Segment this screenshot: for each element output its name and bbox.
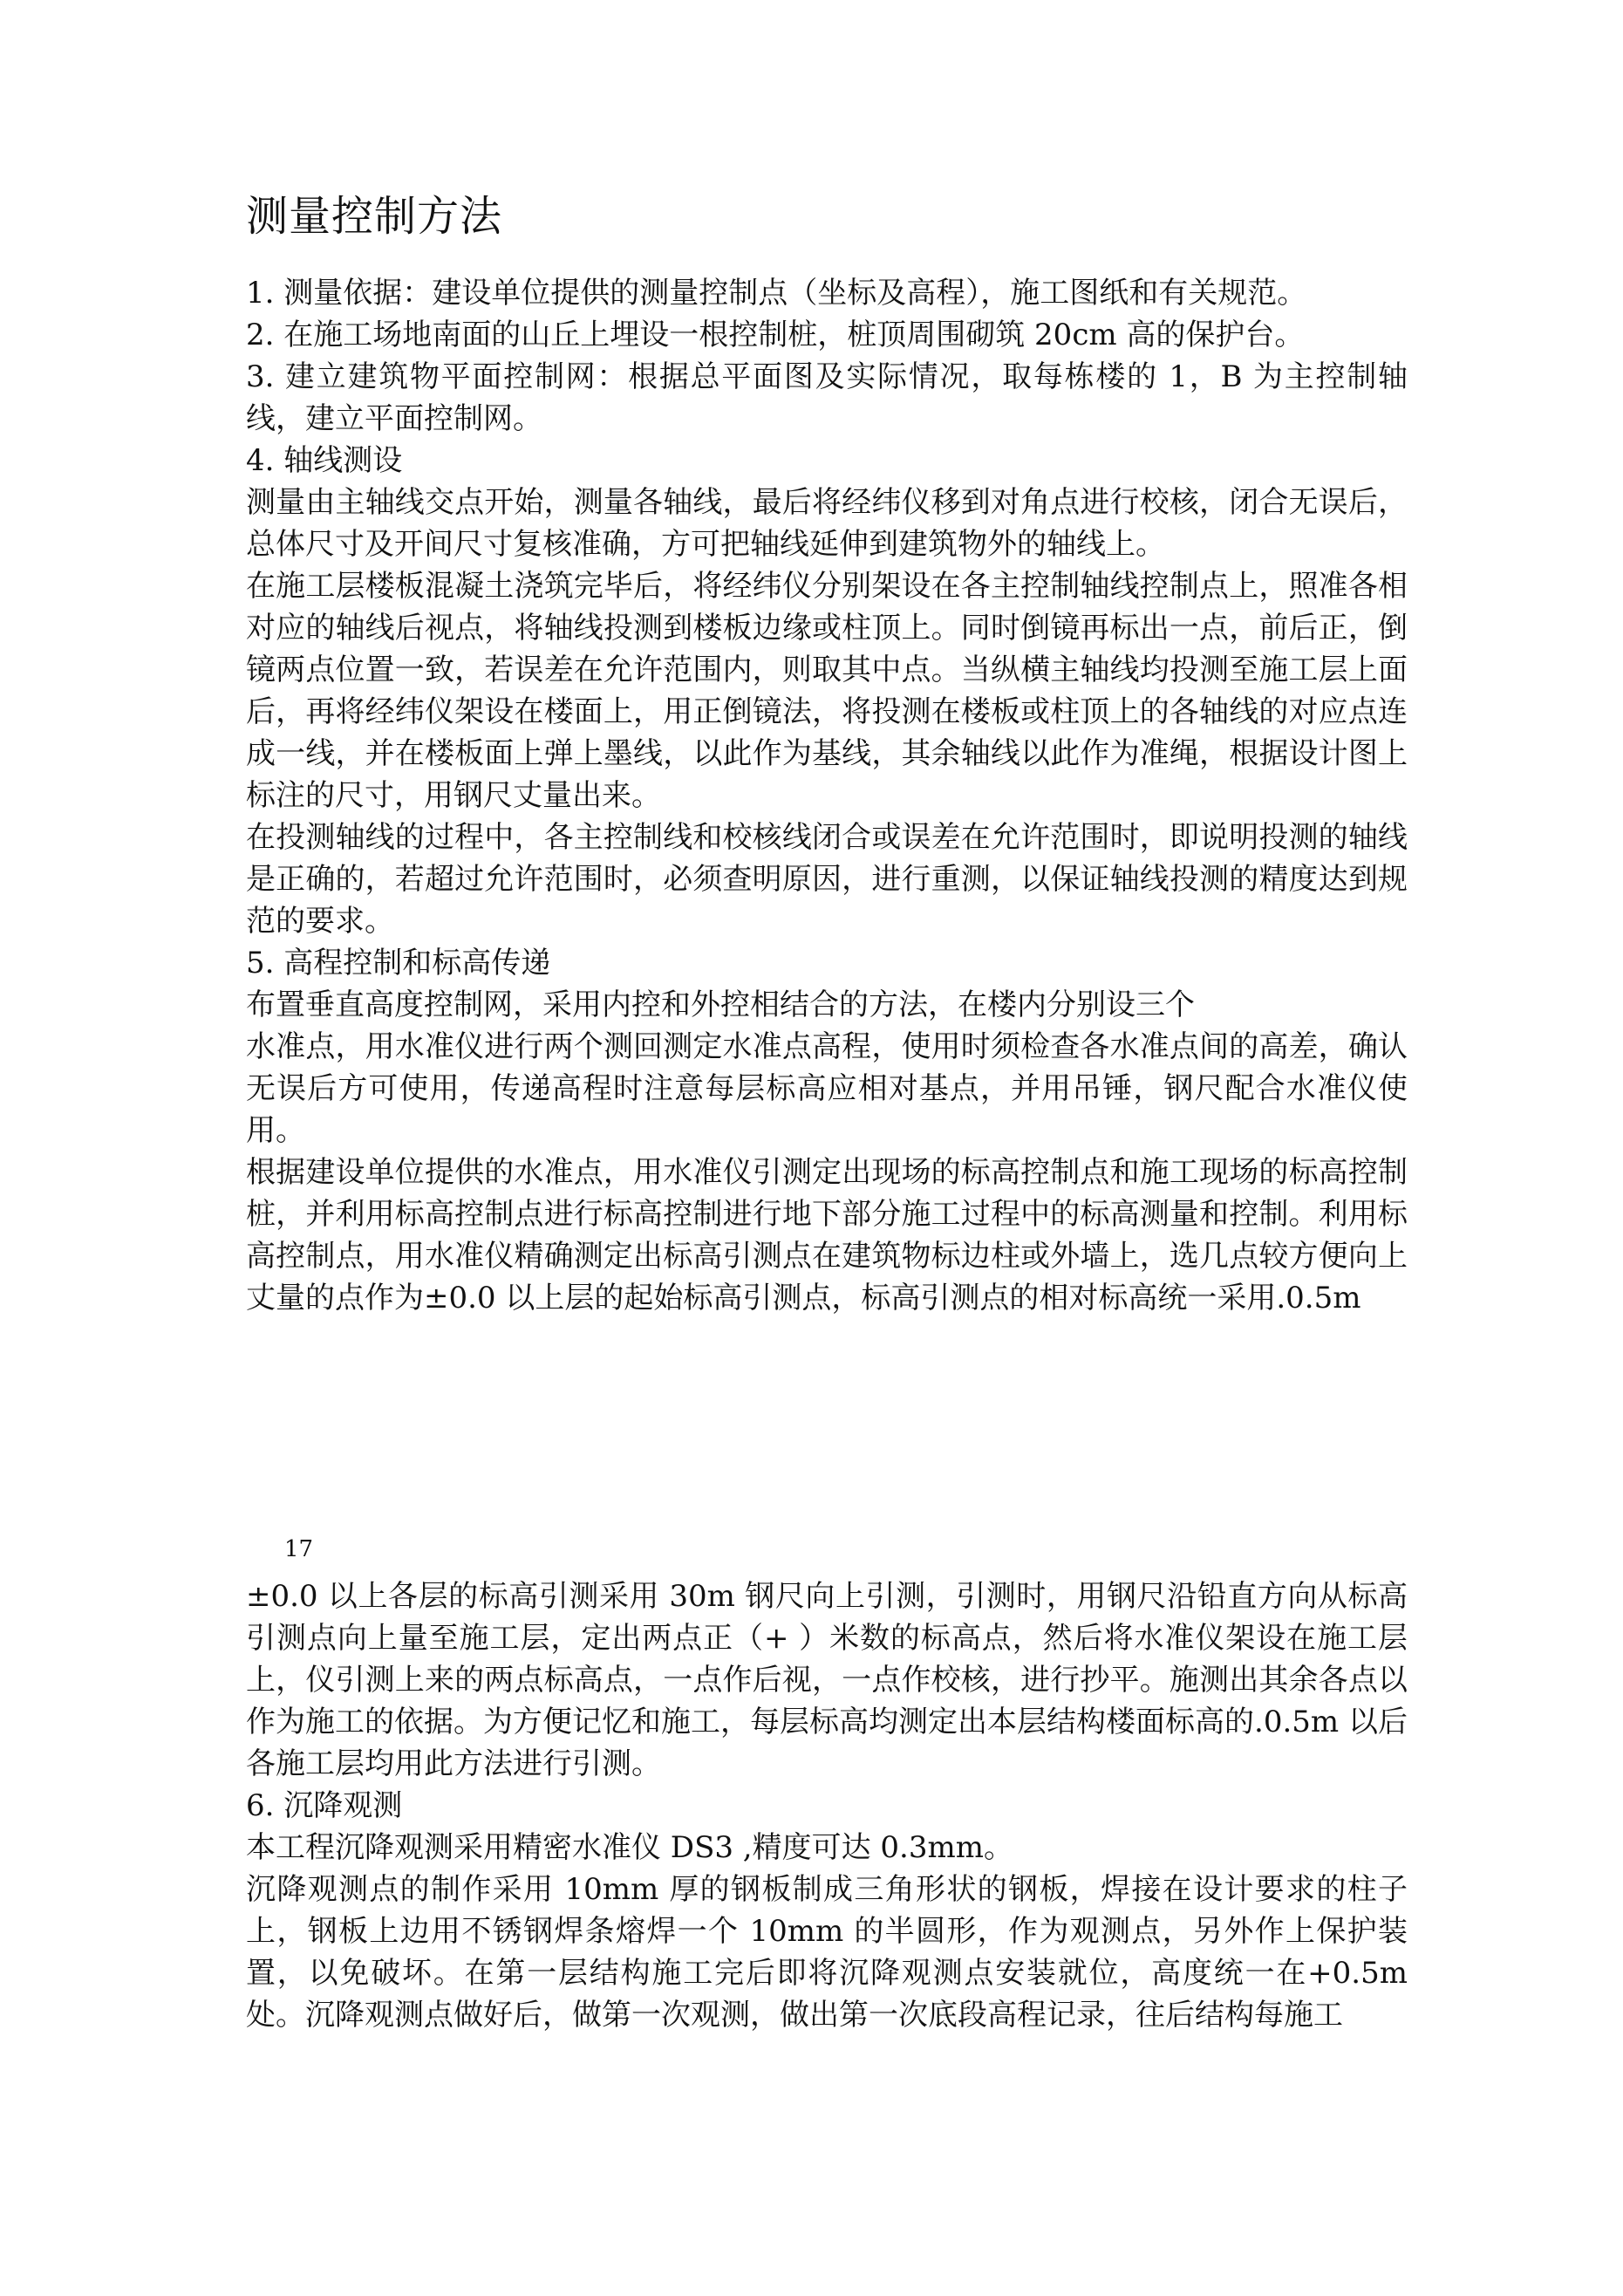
paragraph-elevation-2: 水准点，用水准仪进行两个测回测定水准点高程，使用时须检查各水准点间的高差，确认无误后方可使用，传递高程时注意每层标高应相对基点，并用吊锤，钢尺配合水准仪使用。	[246, 1029, 1408, 1148]
paragraph-basis: 1. 测量依据：建设单位提供的测量控制点（坐标及高程），施工图纸和有关规范。	[246, 276, 1307, 311]
section-two	[246, 1575, 1408, 2036]
paragraph-settlement-points: 沉降观测点的制作采用 10mm 厚的钢板制成三角形状的钢板，焊接在设计要求的柱子上，钢板上边用不锈钢焊条熔焊一个 10mm 的半圆形，作为观测点，另外作上保护装置，以免破坏。在第一层结构施工完后即将沉降观测点安装就位，高度统一在+0.5m 处。沉降观测点做好后，做第一次观测，做出第一次底段高程记录，往后结构每施工	[246, 1872, 1408, 2033]
paragraph-axis-survey-3: 在投测轴线的过程中，各主控制线和校核线闭合或误差在允许范围时，即说明投测的轴线是正确的，若超过允许范围时，必须查明原因，进行重测，以保证轴线投测的精度达到规范的要求。	[246, 820, 1408, 939]
heading-settlement-observation: 6. 沉降观测	[246, 1788, 403, 1823]
heading-elevation-control: 5. 高程控制和标高传递	[246, 946, 551, 981]
section-one	[246, 272, 1408, 1319]
paragraph-elevation-1: 布置垂直高度控制网，采用内控和外控相结合的方法，在楼内分别设三个	[246, 987, 1195, 1022]
paragraph-control-pile: 2. 在施工场地南面的山丘上埋设一根控制桩，桩顶周围砌筑 20cm 高的保护台。	[246, 318, 1305, 352]
paragraph-elevation-transfer: ±0.0 以上各层的标高引测采用 30m 钢尺向上引测，引测时，用钢尺沿铅直方向从标高引测点向上量至施工层，定出两点正（+ ）米数的标高点，然后将水准仪架设在施工层上，仪引测上来的两点标高点，一点作后视，一点作校核，进行抄平。施测出其余各点以作为施工的依据。为方便记忆和施工，每层标高均测定出本层结构楼面标高的.0.5m 以后各施工层均用此方法进行引测。	[246, 1579, 1408, 1781]
page-number: 17	[284, 1536, 314, 1562]
paragraph-plane-control-network: 3. 建立建筑物平面控制网：根据总平面图及实际情况，取每栋楼的 1，B 为主控制轴线，建立平面控制网。	[246, 359, 1408, 436]
document-title: 测量控制方法	[246, 192, 503, 241]
paragraph-settlement-instrument: 本工程沉降观测采用精密水准仪 DS3 ,精度可达 0.3mm。	[246, 1830, 1013, 1865]
paragraph-axis-survey-1: 测量由主轴线交点开始，测量各轴线，最后将经纬仪移到对角点进行校核，闭合无误后，总体尺寸及开间尺寸复核准确，方可把轴线延伸到建筑物外的轴线上。	[246, 485, 1408, 562]
paragraph-axis-survey-2: 在施工层楼板混凝土浇筑完毕后，将经纬仪分别架设在各主控制轴线控制点上，照准各相对应的轴线后视点，将轴线投测到楼板边缘或柱顶上。同时倒镜再标出一点，前后正，倒镜两点位置一致，若误差在允许范围内，则取其中点。当纵横主轴线均投测至施工层上面后，再将经纬仪架设在楼面上，用正倒镜法，将投测在楼板或柱顶上的各轴线的对应点连成一线，并在楼板面上弹上墨线，以此作为基线，其余轴线以此作为准绳，根据设计图上标注的尺寸，用钢尺丈量出来。	[246, 569, 1408, 813]
paragraph-elevation-3: 根据建设单位提供的水准点，用水准仪引测定出现场的标高控制点和施工现场的标高控制桩，并利用标高控制点进行标高控制进行地下部分施工过程中的标高测量和控制。利用标高控制点，用水准仪精确测定出标高引测点在建筑物标边柱或外墙上，选几点较方便向上丈量的点作为±0.0 以上层的起始标高引测点，标高引测点的相对标高统一采用.0.5m	[246, 1155, 1408, 1315]
heading-axis-survey: 4. 轴线测设	[246, 443, 403, 478]
